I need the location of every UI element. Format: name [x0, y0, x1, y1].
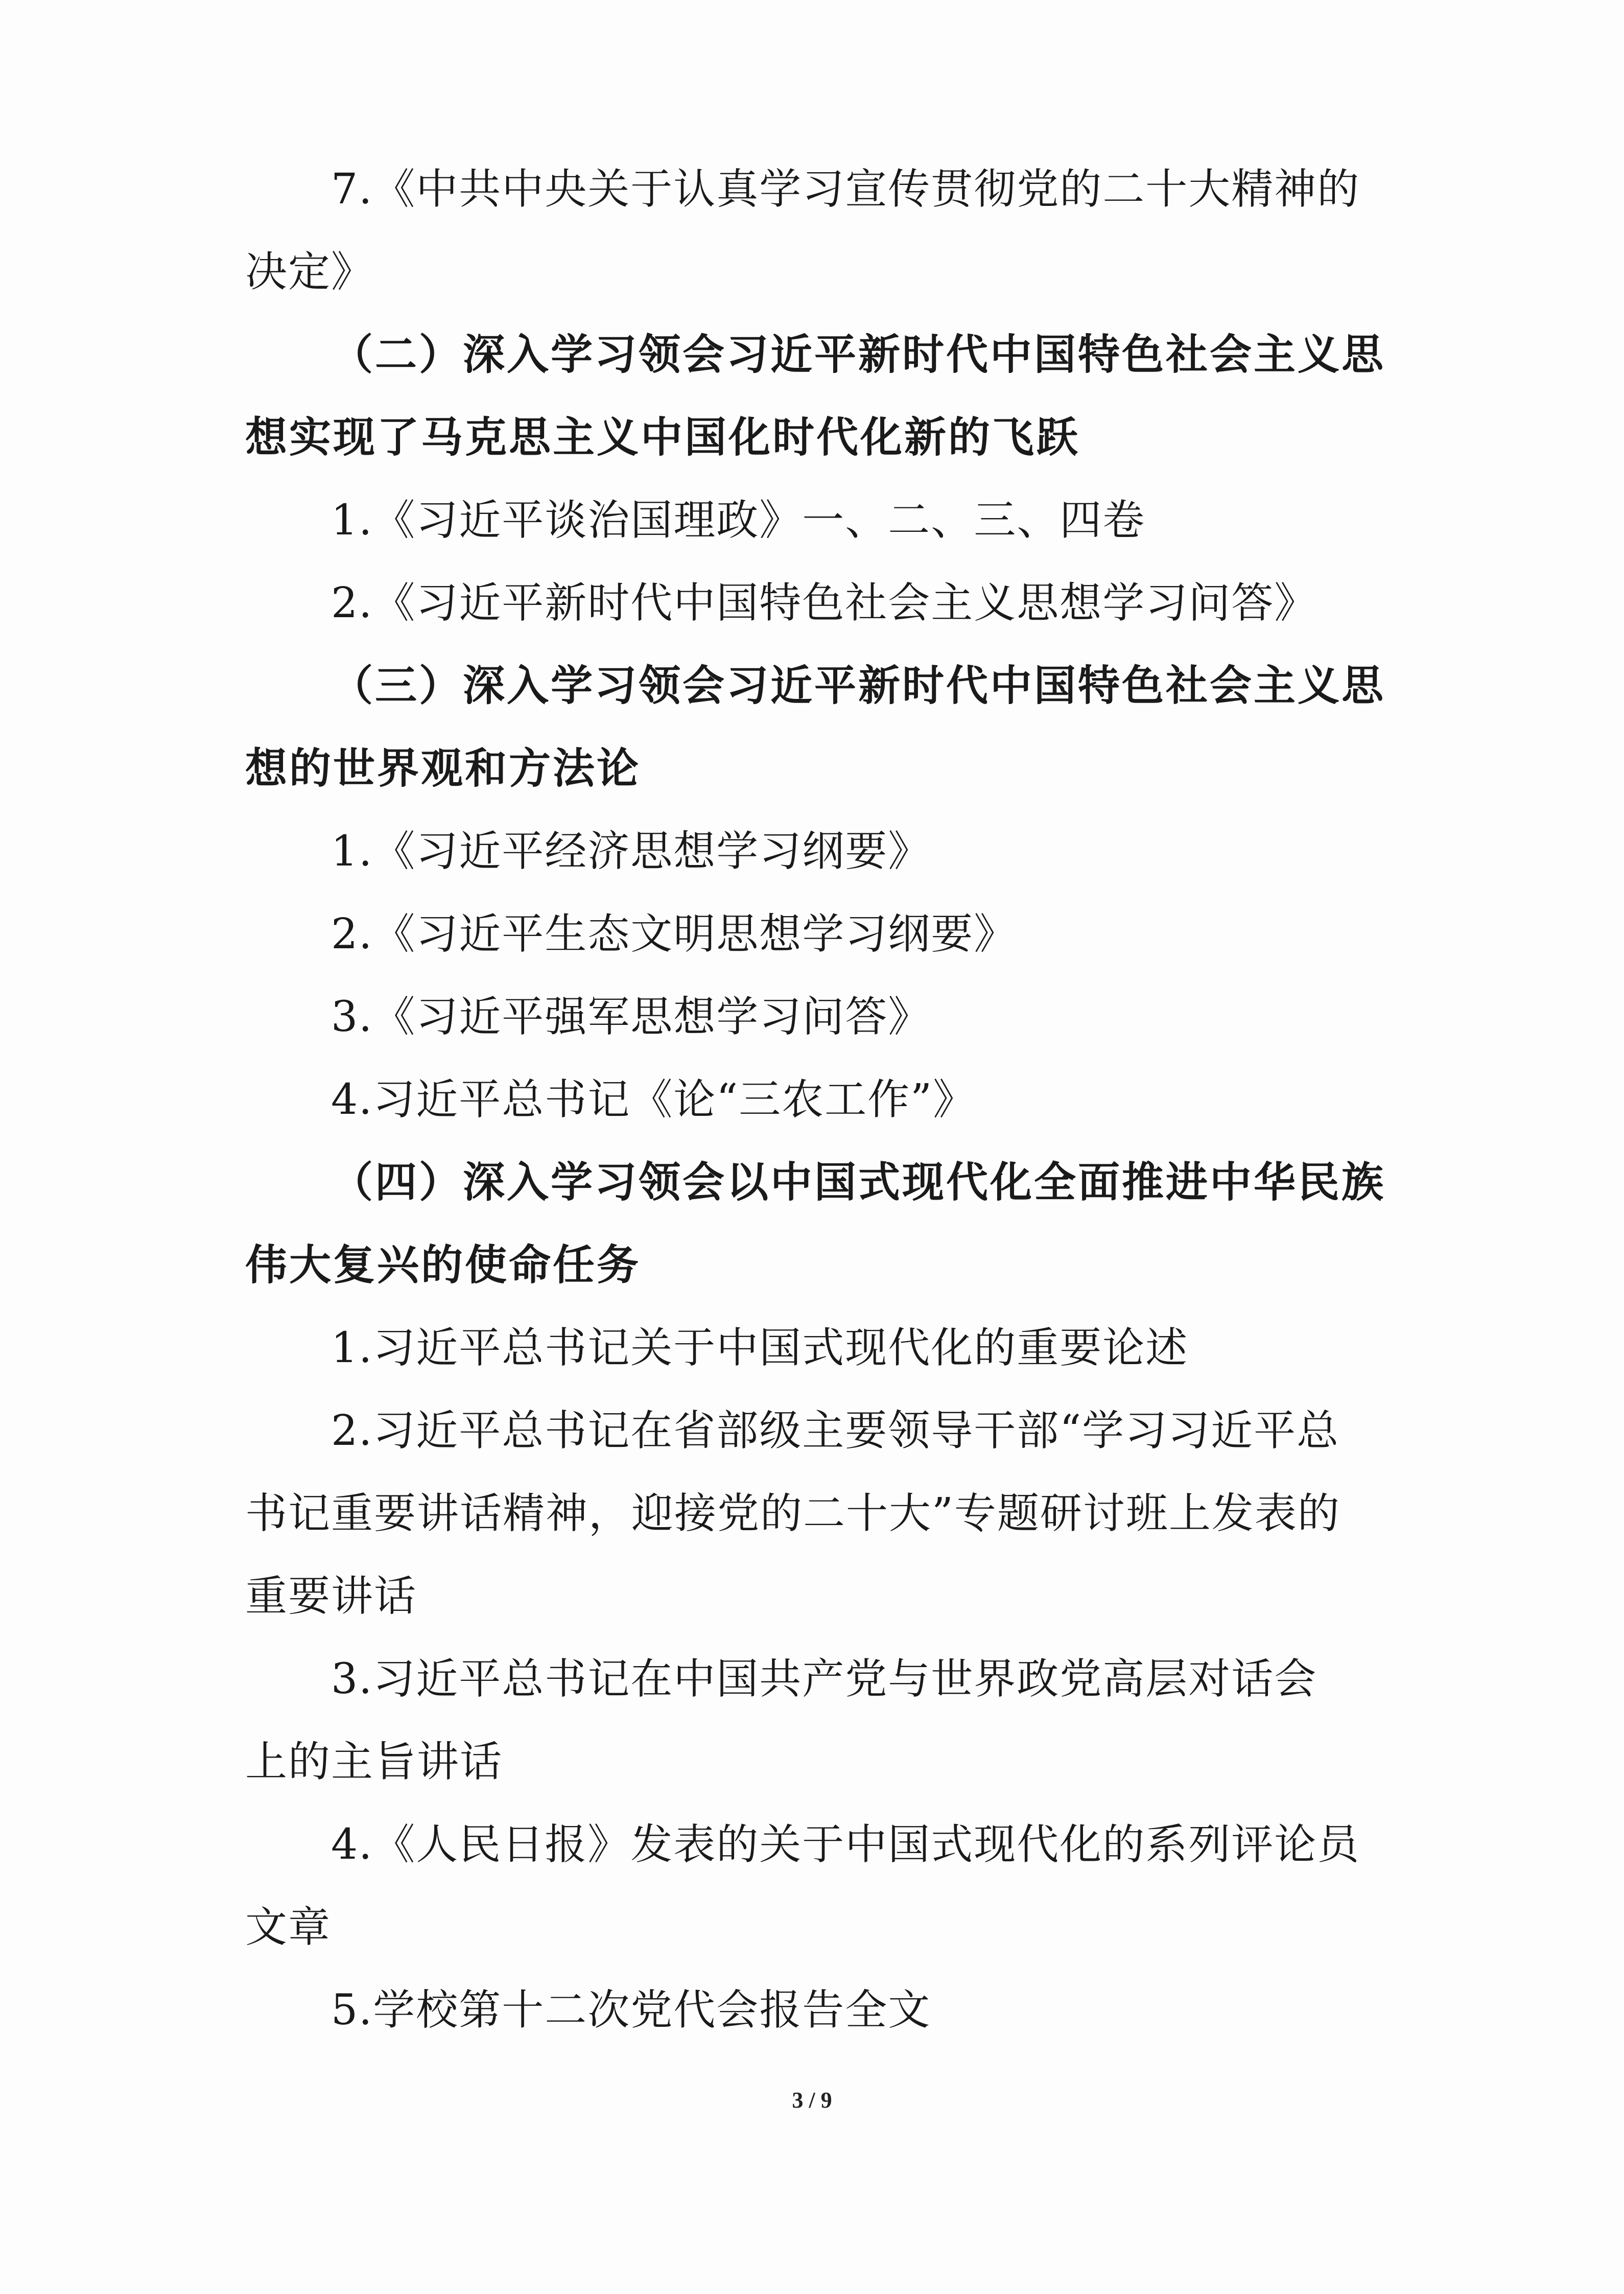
section-heading-3: （三）深入学习领会习近平新时代中国特色社会主义思 [331, 662, 1386, 710]
page-number: 3 / 9 [792, 2088, 832, 2113]
list-item-line: 2.习近平总书记在省部级主要领导干部“学习习近平总 [331, 1407, 1340, 1455]
list-item-continuation: 决定》 [245, 248, 374, 296]
document-body [245, 148, 1384, 2052]
list-item-continuation: 重要讲话 [245, 1572, 417, 1621]
list-item-line: 5.学校第十二次党代会报告全文 [331, 1986, 931, 2034]
section-heading-2: （二）深入学习领会习近平新时代中国特色社会主义思 [331, 331, 1386, 379]
list-item-line: 1.《习近平经济思想学习纲要》 [331, 827, 931, 876]
list-item-line: 4.习近平总书记《论“三农工作”》 [331, 1075, 976, 1124]
list-item-line: 1.《习近平谈治国理政》一、二、三、四卷 [331, 496, 1146, 545]
section-heading-3-continuation: 想的世界观和方法论 [245, 744, 641, 793]
list-item-line: 7.《中共中央关于认真学习宣传贯彻党的二十大精神的 [331, 165, 1360, 214]
list-item-continuation: 文章 [245, 1903, 332, 1952]
list-item-continuation: 上的主旨讲话 [245, 1738, 503, 1786]
section-heading-4-continuation: 伟大复兴的使命任务 [245, 1241, 641, 1290]
section-heading-2-continuation: 想实现了马克思主义中国化时代化新的飞跃 [245, 413, 1080, 462]
list-item-line: 1.习近平总书记关于中国式现代化的重要论述 [331, 1324, 1189, 1372]
list-item-line: 3.习近平总书记在中国共产党与世界政党高层对话会 [331, 1655, 1317, 1703]
list-item-line: 4.《人民日报》发表的关于中国式现代化的系列评论员 [331, 1820, 1360, 1869]
section-heading-4: （四）深入学习领会以中国式现代化全面推进中华民族 [331, 1158, 1386, 1207]
list-item-continuation: 书记重要讲话精神，迎接党的二十大”专题研讨班上发表的 [245, 1489, 1340, 1538]
list-item-line: 2.《习近平新时代中国特色社会主义思想学习问答》 [331, 579, 1317, 627]
list-item-line: 2.《习近平生态文明思想学习纲要》 [331, 910, 1017, 958]
list-item-line: 3.《习近平强军思想学习问答》 [331, 993, 931, 1041]
